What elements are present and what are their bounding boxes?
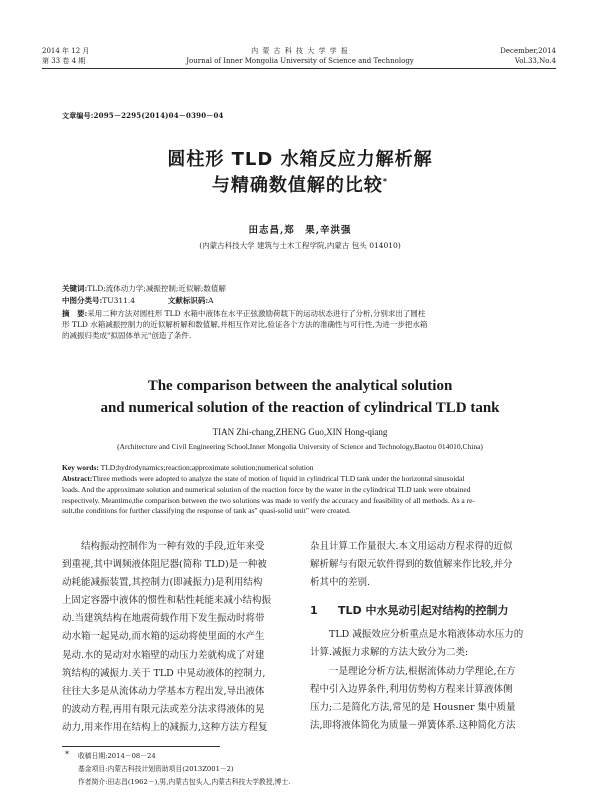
header-right <box>500 46 556 66</box>
header-vol-en: Vol.33,No.4 <box>514 57 556 65</box>
clc-label: 中图分类号: <box>62 296 103 305</box>
doc-code-value: A <box>208 296 214 305</box>
body-left-column <box>62 538 288 737</box>
footnote-star: * <box>65 750 69 759</box>
keywords-cn <box>62 284 542 294</box>
footnote-received: 收稿日期:2014－08－24 <box>78 752 156 760</box>
header-center <box>150 46 450 66</box>
body-line: 上固定容器中液体的惯性和粘性耗能来减小结构振 <box>62 595 272 607</box>
body-line: 动力,用来作用在结构上的减振力,这种方法方程复 <box>62 721 268 733</box>
keywords-en-label: Key words: <box>62 463 99 472</box>
clc-value: TU311.4 <box>102 296 136 305</box>
body-line: 解析解与有限元软件得到的数值解来作比较,并分 <box>310 559 513 571</box>
title-en <box>0 375 600 419</box>
body-line: 往往大多是从流体动力学基本方程出发,导出液体 <box>62 685 265 697</box>
abstract-cn-line: 摘 要:采用二种方法对圆柱形 TLD 水箱中液体在水平正弦激励荷载下的运动状态进行了分析,分别求出了圆柱 <box>62 309 426 318</box>
abstract-en-line: Abstract:Three methods were adopted to analyze the state of motion of liquid in cylindrical TLD tank under the horizontal sinusoidal <box>62 474 465 483</box>
header-volume: 第 33 卷 4 期 <box>42 57 86 65</box>
abstract-cn-line: 形 TLD 水箱减振控制力的近似解析解和数值解,并相互作对比,验证各个方法的准确性与可行性,为进一步把水箱 <box>62 319 428 329</box>
authors-cn: 田志昌,郑 果,辛洪强 <box>248 225 352 236</box>
body-line: 到重视,其中调频液体阻尼器(简称 TLD)是一种被 <box>62 559 267 571</box>
body-line: TLD 减振效应分析重点是水箱液体动水压力的 <box>329 629 524 641</box>
body-line: 杂且计算工作量很大.本文用运动方程求得的近似 <box>310 541 513 552</box>
classification <box>62 296 542 306</box>
section-1-number: 1 <box>310 604 318 618</box>
header-left <box>42 46 89 66</box>
keywords-en <box>62 463 542 473</box>
section-1-title: TLD 中水晃动引起对结构的控制力 <box>338 604 509 618</box>
abstract-en-line: loads. And the approximate solution and numerical solution of the reaction force by the water in the cylindrical TLD tank were obtained <box>62 484 471 494</box>
body-line: 筑结构的减振力.关于 TLD 中晃动液体的控制力, <box>62 667 266 679</box>
title-en-line2: and numerical solution of the reaction of cylindrical TLD tank <box>100 400 500 416</box>
affiliation-en: (Architecture and Civil Engineering School,Inner Mongolia University of Science and Technology,Baotou 014010,China) <box>117 442 483 451</box>
article-number: 文章编号:2095－2295(2014)04－0390－04 <box>62 111 224 120</box>
authors-en: TIAN Zhi-chang,ZHENG Guo,XIN Hong-qiang <box>212 427 388 437</box>
header-rule <box>42 68 556 69</box>
title-en-line1: The comparison between the analytical solution <box>147 378 453 394</box>
footnote-funding: 基金项目:内蒙古科技计划资助项目(2013Z001－2) <box>78 765 234 773</box>
abstract-cn-line: 的减振归类成"拟固体单元"创造了条件. <box>62 330 192 340</box>
body-line: 一是理论分析方法,根据流体动力学理论,在方 <box>329 665 516 677</box>
abstract-cn <box>62 309 542 341</box>
title-footnote-mark: * <box>382 177 389 186</box>
body-line: 析其中的差别. <box>310 577 371 589</box>
footnote-author: 作者简介:田志昌(1962－),男,内蒙古包头人,内蒙古科技大学教授,博士. <box>78 778 291 786</box>
keywords-cn-text: TLD;流体动力学;减振控制;近似解;数值解 <box>87 284 226 293</box>
body-line: 动耗能减振装置,其控制力(即减振力)是利用结构 <box>62 577 263 589</box>
title-cn-line1: 圆柱形 TLD 水箱反应力解析解 <box>167 149 433 170</box>
body-line: 程中引入边界条件,利用仿势构方程来计算液体侧 <box>310 683 513 695</box>
title-cn <box>0 147 600 199</box>
header-date: 2014 年 12 月 <box>42 47 90 55</box>
keywords-en-text: TLD;hydrodynamics;reaction;approximate solution;numerical solution <box>100 463 314 472</box>
abstract-en-line: respectively. Meantime,the comparison between the two solutions was made to verify the accuracy and feasibility of all methods. As a re- <box>62 495 475 505</box>
journal-name-cn: 内 蒙 古 科 技 大 学 学 报 <box>251 47 349 55</box>
title-cn-line2: 与精确数值解的比较* <box>211 175 389 196</box>
journal-name-en: Journal of Inner Mongolia University of Science and Technology <box>186 57 414 65</box>
body-line: 动.当建筑结构在地震荷载作用下发生振动时将带 <box>62 613 265 625</box>
abstract-en <box>62 474 542 517</box>
body-right-column <box>310 538 540 735</box>
body-line: 晃动.水的晃动对水箱壁的动压力差就构成了对建 <box>62 649 265 661</box>
body-line: 计算.减振力求解的方法大致分为二类: <box>310 647 469 659</box>
header-month-en: December,2014 <box>500 47 556 55</box>
body-line: 的波动方程,再用有限元法或差分法求得液体的晃 <box>62 703 265 715</box>
body-line: 法,即将液体简化为质量－弹簧体系.这种简化方法 <box>310 719 516 731</box>
body-line: 结构振动控制作为一种有效的手段,近年来受 <box>81 541 265 552</box>
section-1-heading <box>310 602 540 620</box>
affiliation-cn: (内蒙古科技大学 建筑与土木工程学院,内蒙古 包头 014010) <box>199 241 401 250</box>
body-line: 动水箱一起晃动,而水箱的运动将使里面的水产生 <box>62 631 265 643</box>
footnote-rule <box>62 746 220 747</box>
doc-code-label: 文献标识码: <box>167 296 209 305</box>
abstract-cn-label: 摘 要: <box>62 309 88 318</box>
body-line: 压力;二是简化方法,常见的是 Housner 集中质量 <box>310 701 516 713</box>
keywords-cn-label: 关键词: <box>62 284 88 293</box>
abstract-en-line: sult,the conditions for further classifying the response of tank as" quasi-solid unit" were created. <box>62 506 351 516</box>
abstract-en-label: Abstract: <box>62 474 93 483</box>
